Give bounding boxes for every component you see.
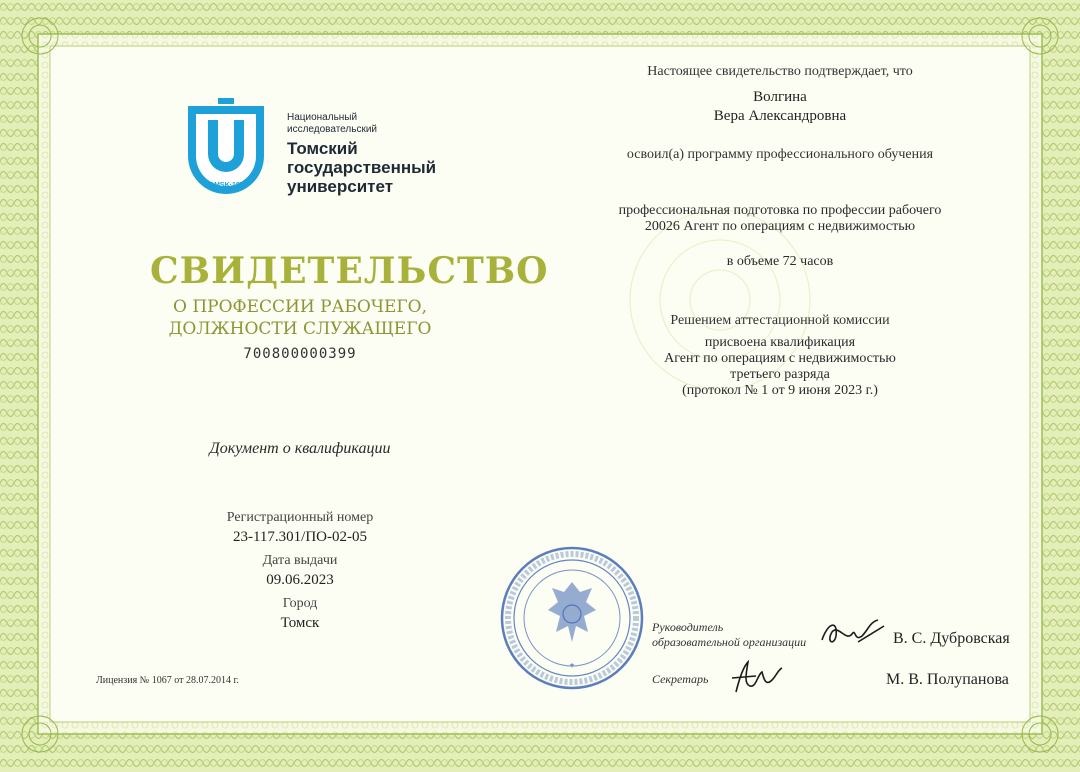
university-logo-icon: [178, 98, 274, 204]
document-type: Документ о квалификации: [209, 440, 391, 457]
svg-text:*: *: [569, 662, 575, 673]
registration-block: [180, 510, 420, 632]
head-signature-icon: [818, 612, 888, 652]
certificate-subtitle: [150, 296, 450, 340]
subtitle-line-2: ДОЛЖНОСТИ СЛУЖАЩЕГО: [168, 319, 432, 339]
head-name: В. С. Дубровская: [893, 630, 1010, 647]
serial-number: 700800000399: [243, 346, 357, 362]
secretary-signature-icon: [726, 656, 786, 696]
program-volume: в объеме 72 часов: [726, 254, 834, 269]
grade-text: третьего разряда: [730, 367, 830, 382]
issue-date-label: Дата выдачи: [262, 553, 338, 568]
logo-text-block: [287, 112, 436, 196]
program-block: [580, 147, 980, 270]
head-label: [652, 620, 806, 650]
protocol-text: (протокол № 1 от 9 июня 2023 г.): [682, 383, 878, 398]
certificate-title: СВИДЕТЕЛЬСТВО: [150, 250, 549, 292]
qualification-text: Агент по операциям с недвижимостью: [664, 351, 896, 366]
qualification-block: [580, 313, 980, 399]
logo-line-university: университет: [287, 177, 394, 196]
logo-line-tomsky: Томский: [287, 139, 358, 158]
logo-line-research: исследовательский: [287, 124, 377, 135]
program-line-2: 20026 Агент по операциям с недвижимостью: [644, 219, 916, 234]
program-line-1: профессиональная подготовка по профессии рабочего: [618, 203, 942, 218]
issue-date-value: 09.06.2023: [266, 572, 334, 588]
subtitle-line-1: О ПРОФЕССИИ РАБОЧЕГО,: [172, 297, 428, 317]
license-text: Лицензия № 1067 от 28.07.2014 г.: [96, 675, 239, 686]
logo-line-state: государственный: [287, 158, 437, 177]
logo-line-national: Национальный: [287, 112, 358, 123]
assigned-text: присвоена квалификация: [704, 335, 856, 350]
emblem-ring-text: TOMSK·1878: [204, 182, 248, 189]
recipient-block: [580, 64, 980, 125]
recipient-name: Вера Александровна: [713, 108, 847, 124]
mastered-text: освоил(а) программу профессионального обучения: [626, 147, 934, 162]
head-label-line-2: образовательной организации: [652, 635, 807, 649]
recipient-surname: Волгина: [753, 89, 807, 105]
decision-text: Решением аттестационной комиссии: [670, 313, 890, 328]
official-stamp-icon: [500, 546, 644, 690]
head-label-line-1: Руководитель: [652, 620, 724, 634]
secretary-name: М. В. Полупанова: [886, 671, 1009, 688]
registration-label: Регистрационный номер: [226, 510, 374, 525]
registration-number: 23-117.301/ПО-02-05: [232, 529, 367, 545]
confirm-text: Настоящее свидетельство подтверждает, что: [647, 64, 913, 79]
city-value: Томск: [280, 615, 320, 631]
secretary-label: Секретарь: [652, 672, 709, 686]
city-label: Город: [282, 596, 318, 611]
